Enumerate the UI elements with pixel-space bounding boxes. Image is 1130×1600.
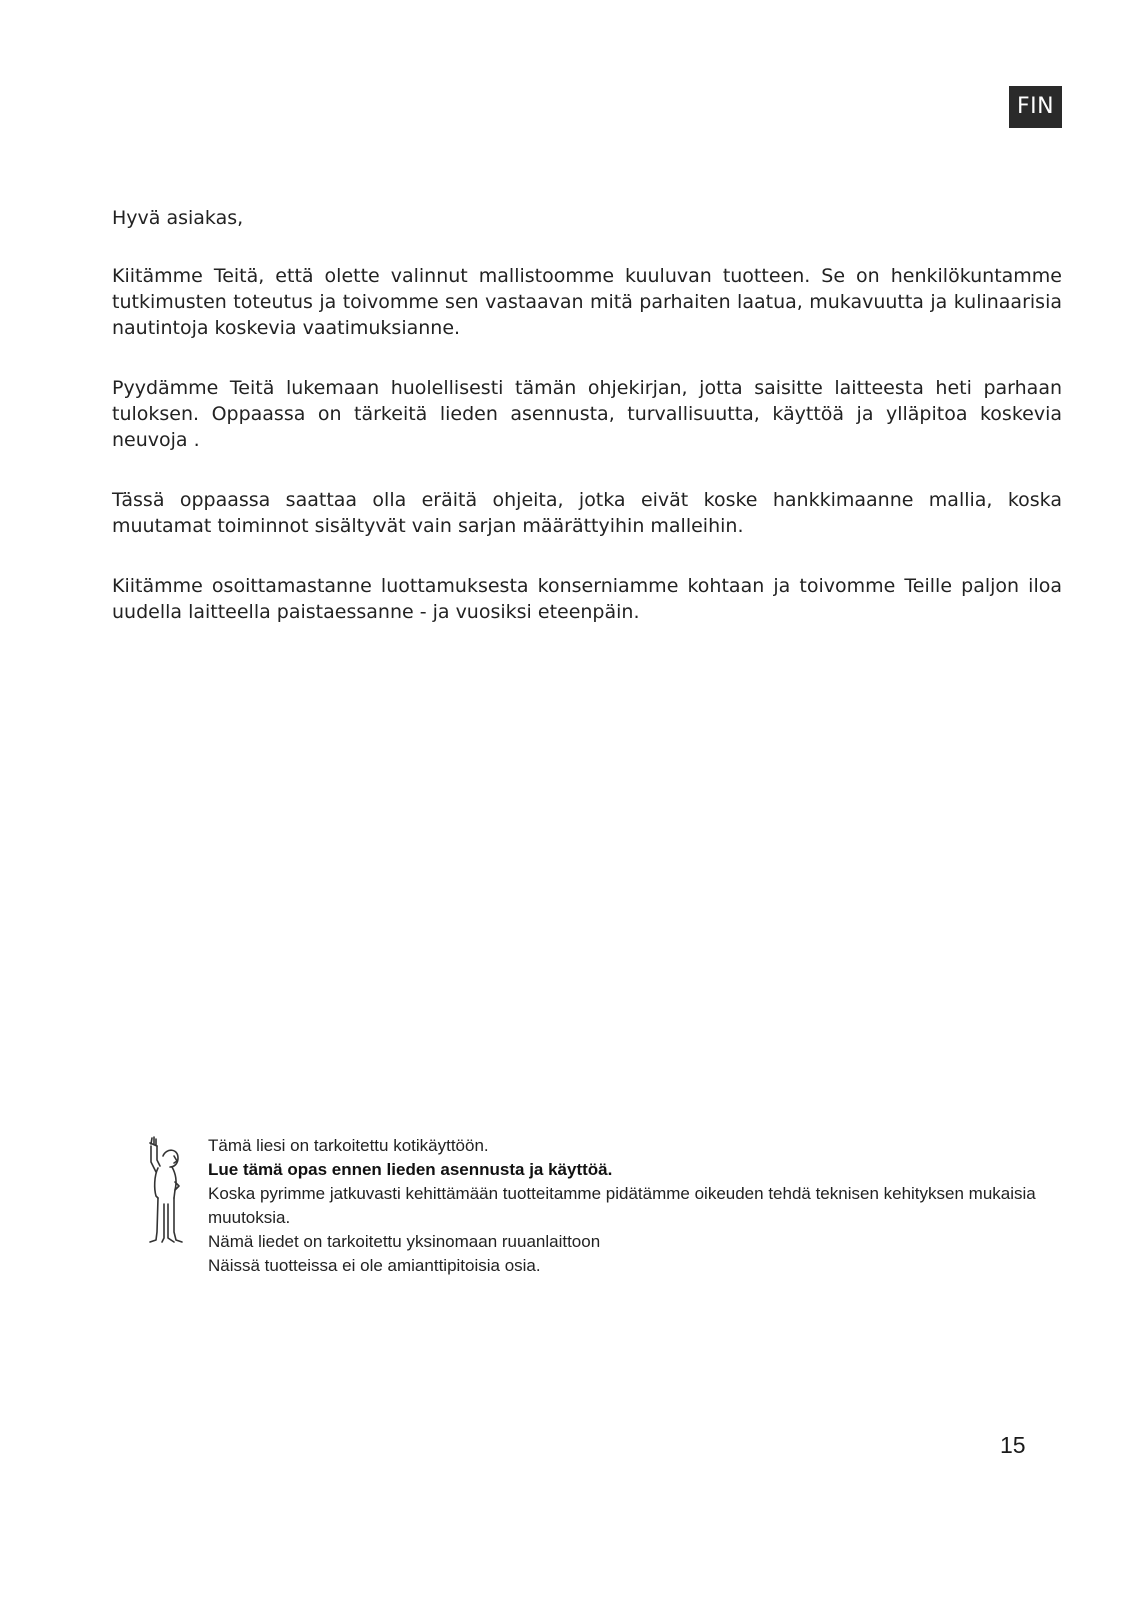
intro-paragraph: Kiitämme Teitä, että olette valinnut mallistoomme kuuluvan tuotteen. Se on henkilökuntamme tutkimusten toteutus ja toivomme sen vastaavan mitä parhaiten laatua, mukavuutta ja kulinaarisia nautintoja koskevia vaatimuksianne. <box>112 265 1062 339</box>
notice-line-home-use: Tämä liesi on tarkoitettu kotikäyttöön. <box>208 1136 489 1155</box>
page-number: 15 <box>1000 1432 1026 1458</box>
language-badge: FIN <box>1009 86 1062 128</box>
notice-box <box>144 1134 1044 1284</box>
letter-body <box>112 205 1062 659</box>
notice-line-changes: Koska pyrimme jatkuvasti kehittämään tuotteitamme pidätämme oikeuden tehdä teknisen kehityksen mukaisia muutoksia. <box>208 1184 1036 1227</box>
raised-hand-figure-icon <box>144 1134 188 1252</box>
greeting: Hyvä asiakas, <box>112 207 244 229</box>
notice-line-asbestos: Näissä tuotteissa ei ole amianttipitoisia osia. <box>208 1256 541 1275</box>
thanks-paragraph: Kiitämme osoittamastanne luottamuksesta konserniamme kohtaan ja toivomme Teille paljon iloa uudella laitteella paistaessanne - ja vuosiksi eteenpäin. <box>112 575 1062 623</box>
notice-line-cooking-only: Nämä liedet on tarkoitettu yksinomaan ruuanlaittoon <box>208 1232 601 1251</box>
notice-text <box>208 1134 1048 1278</box>
notice-line-read-first: Lue tämä opas ennen lieden asennusta ja käyttöä. <box>208 1160 613 1179</box>
model-note-paragraph: Tässä oppaassa saattaa olla eräitä ohjeita, jotka eivät koske hankkimaanne mallia, koska muutamat toiminnot sisältyvät vain sarjan määrättyihin malleihin. <box>112 489 1062 537</box>
read-manual-paragraph: Pyydämme Teitä lukemaan huolellisesti tämän ohjekirjan, jotta saisitte laitteesta heti parhaan tuloksen. Oppaassa on tärkeitä lieden asennusta, turvallisuutta, käyttöä ja ylläpitoa koskevia neuvoja . <box>112 377 1062 451</box>
